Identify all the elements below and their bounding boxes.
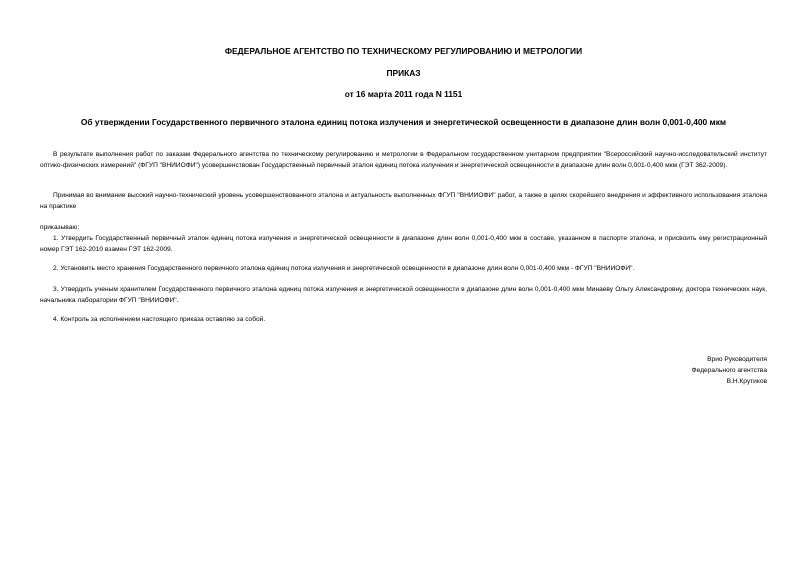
order-item-3: 3. Утвердить ученым хранителем Государственного первичного эталона единиц потока излучения и энергетической освещенности в диапазоне длин волн 0,001-0,400 мкм Минаеву Ольгу Александровну, доктора технических наук, начальника лаборатории ФГУП "ВНИИОФИ". <box>40 286 767 304</box>
paragraph-considering: Принимая во внимание высокий научно-технический уровень усовершенствованного эталона и актуальность выполненных ФГУП "ВНИИОФИ" работ, а также в целях скорейшего внедрения и эффективного использования эталона на практике <box>40 192 767 210</box>
paragraph-background: В результате выполнения работ по заказам Федерального агентства по техническому регулированию и метрологии в Федеральном государственном унитарном предприятии "Всероссийский научно-исследовательский институт оптико-физических измерений" (ФГУП "ВНИИОФИ") усовершенствован Государственный первичный эталон единиц потока излучения и энергетической освещенности в диапазоне длин волн 0,001-0,400 мкм (ГЭТ 362-2009). <box>40 151 767 169</box>
signatory-position: Врио Руководителя <box>707 356 767 363</box>
document-date-number: от 16 марта 2011 года N 1151 <box>344 89 463 99</box>
signatory-organization: Федерального агентства <box>691 367 767 374</box>
order-intro: приказываю: <box>40 224 80 231</box>
document-title: Об утверждении Государственного первичного эталона единиц потока излучения и энергетической освещенности в диапазоне длин волн 0,001-0,400 мкм <box>80 117 727 127</box>
signatory-name: В.Н.Крутиков <box>726 378 767 385</box>
order-item-2: 2. Установить место хранения Государственного первичного эталона единиц потока излучения и энергетической освещенности в диапазоне длин волн 0,001-0,400 мкм - ФГУП "ВНИИОФИ". <box>53 265 635 272</box>
signature-block <box>692 354 767 387</box>
agency-heading: ФЕДЕРАЛЬНОЕ АГЕНТСТВО ПО ТЕХНИЧЕСКОМУ РЕГУЛИРОВАНИЮ И МЕТРОЛОГИИ <box>224 46 583 56</box>
document-type: ПРИКАЗ <box>386 68 421 78</box>
order-item-4: 4. Контроль за исполнением настоящего приказа оставляю за собой. <box>53 316 266 323</box>
order-item-1: 1. Утвердить Государственный первичный эталон единиц потока излучения и энергетической освещенности в диапазоне длин волн 0,001-0,400 мкм в составе, указанном в паспорте эталона, и присвоить ему регистрационный номер ГЭТ 162-2010 взамен ГЭТ 162-2009. <box>40 235 767 253</box>
